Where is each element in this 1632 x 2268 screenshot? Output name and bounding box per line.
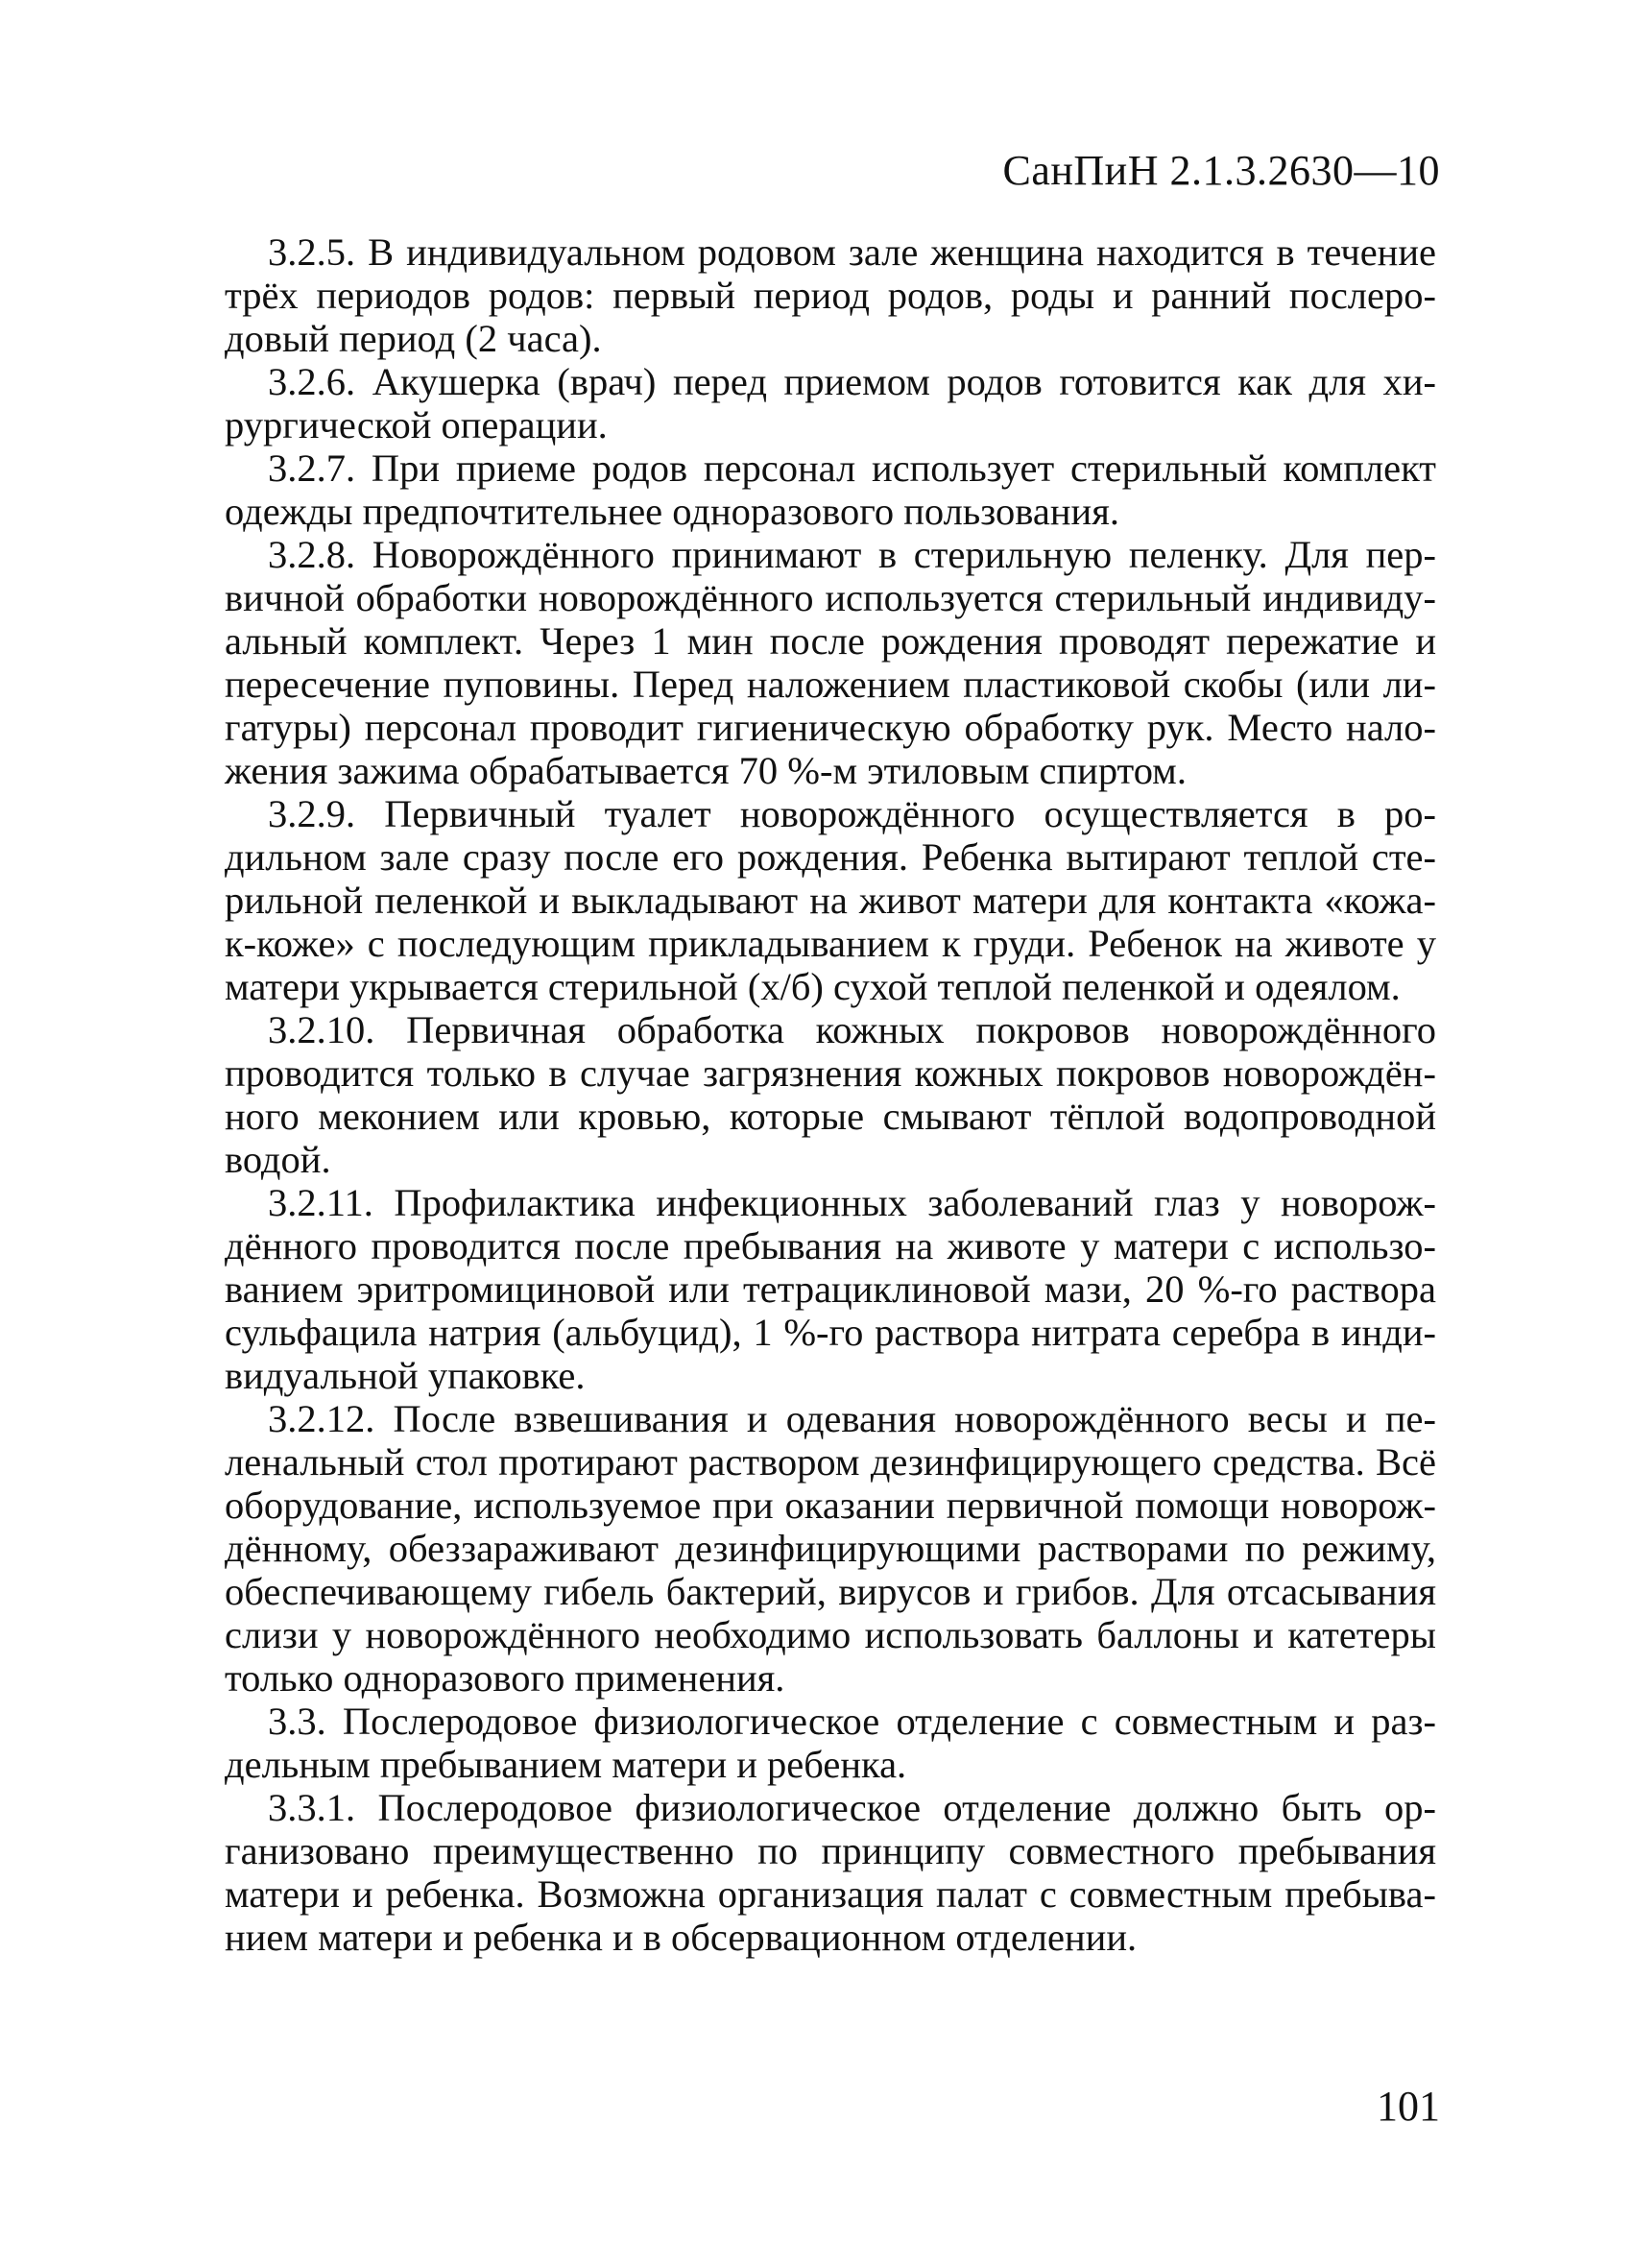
paragraph-3-2-6: 3.2.6. Акушерка (врач) перед приемом родов готовится как для хирургической операции.: [225, 360, 1436, 446]
paragraph-3-2-7: 3.2.7. При приеме родов персонал использует стерильный комплект одежды предпочтительнее одноразового пользования.: [225, 446, 1436, 533]
page-number: 101: [1377, 2083, 1440, 2130]
paragraph-3-2-12: 3.2.12. После взвешивания и одевания новорождённого весы и пеленальный стол протирают раствором дезинфицирующего средства. Всё оборудование, используемое при оказании первичной помощи новорождённому, обеззараживают дезинфицирующими растворами по режиму, обеспечивающему гибель бактерий, вирусов и грибов. Для отсасывания слизи у новорождённого необходимо использовать баллоны и катетеры только одноразового применения.: [225, 1397, 1436, 1700]
paragraph-3-3-1: 3.3.1. Послеродовое физиологическое отделение должно быть организовано преимущественно по принципу совместного пребывания матери и ребенка. Возможна организация палат с совместным пребыванием матери и ребенка и в обсервационном отделении.: [225, 1786, 1436, 1959]
running-head-document-code: СанПиН 2.1.3.2630—10: [1002, 147, 1440, 194]
paragraph-3-2-5: 3.2.5. В индивидуальном родовом зале женщина находится в течение трёх периодов родов: первый период родов, роды и ранний послеродовый период (2 часа).: [225, 230, 1436, 360]
paragraph-3-2-8: 3.2.8. Новорождённого принимают в стерильную пеленку. Для первичной обработки новорождённого используется стерильный индивидуальный комплект. Через 1 мин после рождения проводят пережатие и пересечение пуповины. Перед наложением пластиковой скобы (или лигатуры) персонал проводит гигиеническую обработку рук. Место наложения зажима обрабатывается 70 %-м этиловым спиртом.: [225, 533, 1436, 792]
paragraph-3-2-11: 3.2.11. Профилактика инфекционных заболеваний глаз у новорождённого проводится после пребывания на животе у матери с использованием эритромициновой или тетрациклиновой мази, 20 %-го раствора сульфацила натрия (альбуцид), 1 %-го раствора нитрата серебра в индивидуальной упаковке.: [225, 1181, 1436, 1397]
paragraph-3-2-10: 3.2.10. Первичная обработка кожных покровов новорождённого проводится только в случае загрязнения кожных покровов новорождённого меконием или кровью, которые смывают тёплой водопроводной водой.: [225, 1008, 1436, 1181]
paragraph-3-3: 3.3. Послеродовое физиологическое отделение с совместным и раздельным пребыванием матери и ребенка.: [225, 1700, 1436, 1786]
body-text: [225, 230, 1436, 1959]
paragraph-3-2-9: 3.2.9. Первичный туалет новорождённого осуществляется в родильном зале сразу после его рождения. Ребенка вытирают теплой стерильной пеленкой и выкладывают на живот матери для контакта «кожа-к-коже» с последующим прикладыванием к груди. Ребенок на животе у матери укрывается стерильной (х/б) сухой теплой пеленкой и одеялом.: [225, 792, 1436, 1008]
